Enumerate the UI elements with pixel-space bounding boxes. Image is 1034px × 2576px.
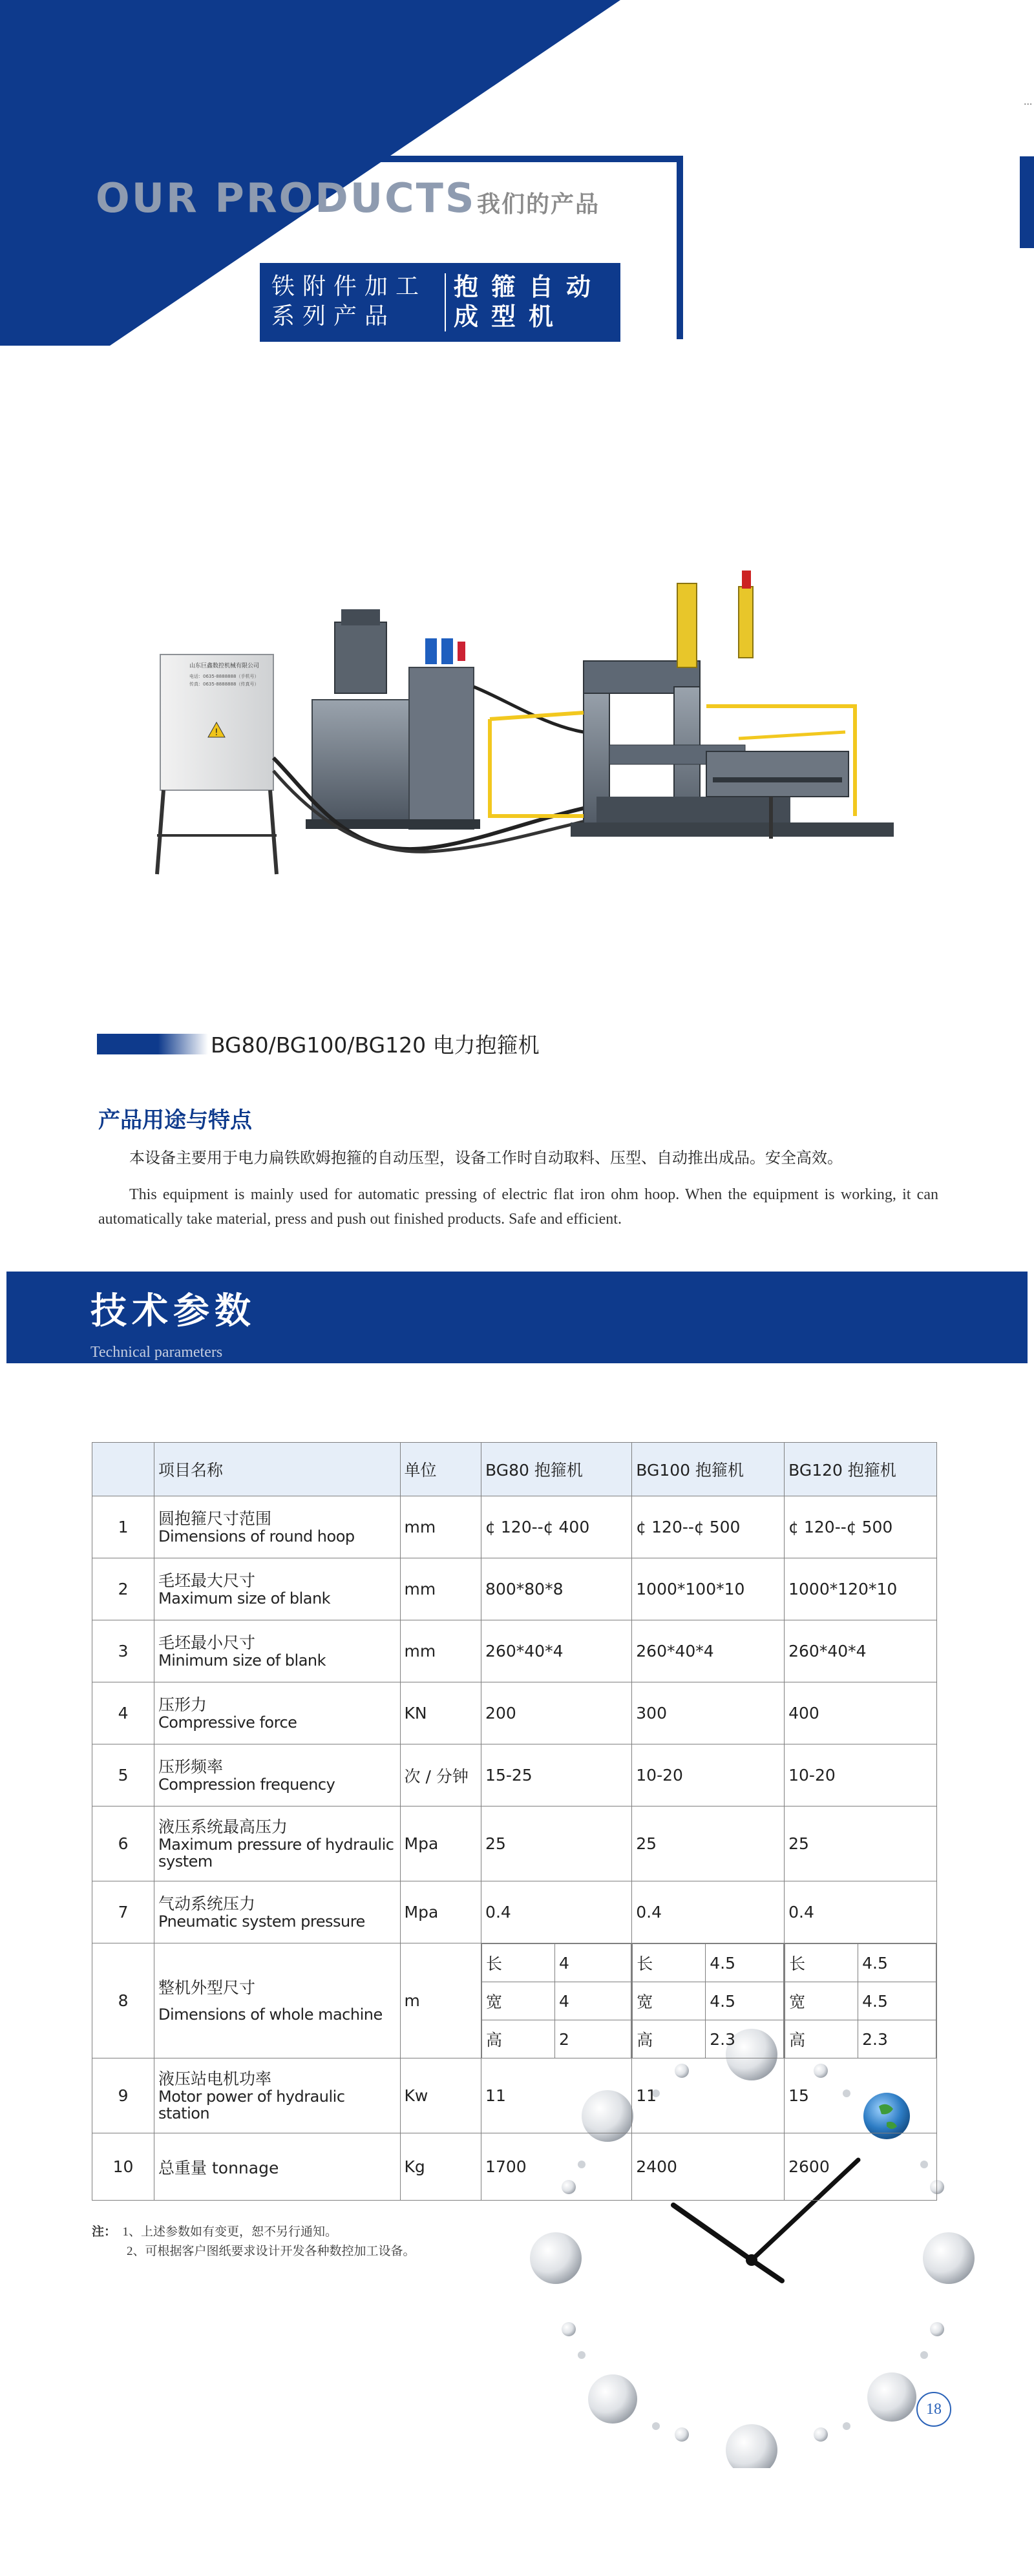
row-unit: 次 / 分钟 xyxy=(400,1744,481,1806)
hydraulic-cylinder xyxy=(677,583,697,667)
row-name: 总重量 tonnage xyxy=(154,2133,400,2201)
value-bg120: 2600 xyxy=(785,2133,937,2201)
value-bg120: 10-20 xyxy=(785,1744,937,1806)
row-number: 4 xyxy=(92,1682,154,1744)
value-bg120: 1000*120*10 xyxy=(785,1558,937,1620)
row-name-en: Motor power of hydraulic station xyxy=(158,2087,345,2122)
row-name xyxy=(154,2058,400,2133)
usage-description-en: This equipment is mainly used for automatic pressing of electric flat iron ohm hoop. When the equipment is working, it can automatically take material, press and push out finished products. Safe and efficient. xyxy=(98,1186,938,1228)
col-bg80: BG80 抱箍机 xyxy=(481,1443,632,1496)
row-name-en: Minimum size of blank xyxy=(158,1651,326,1670)
dim-key: 长 xyxy=(633,1944,706,1982)
table-row xyxy=(92,1744,937,1806)
value-bg100: 0.4 xyxy=(632,1881,785,1943)
row-name-en: Pneumatic system pressure xyxy=(158,1912,365,1931)
feed-table xyxy=(706,751,849,797)
row-unit: Mpa xyxy=(400,1806,481,1881)
usage-description-cn: 本设备主要用于电力扁铁欧姆抱箍的自动压型，设备工作时自动取料、压型、自动推出成品。安全高效。 xyxy=(129,1149,843,1167)
row-unit: Kg xyxy=(400,2133,481,2201)
row-unit: m xyxy=(400,1943,481,2058)
value-bg120: 260*40*4 xyxy=(785,1620,937,1682)
dim-value: 4.5 xyxy=(706,1982,784,2020)
value-bg120: 15 xyxy=(785,2058,937,2133)
table-row xyxy=(92,1881,937,1943)
row-number: 7 xyxy=(92,1881,154,1943)
svg-text:!: ! xyxy=(215,728,218,738)
row-name-en: Maximum pressure of hydraulic system xyxy=(158,1835,394,1870)
dim-value: 2 xyxy=(555,2020,631,2058)
table-row xyxy=(92,1558,937,1620)
row-name-cn: 气动系统压力 xyxy=(158,1894,256,1913)
value-bg80: 25 xyxy=(481,1806,632,1881)
row-name-en: Compressive force xyxy=(158,1713,297,1732)
row-name xyxy=(154,1558,400,1620)
value-bg120: 25 xyxy=(785,1806,937,1881)
value-bg100: 11 xyxy=(632,2058,785,2133)
value-bg80: 11 xyxy=(481,2058,632,2133)
row-name-en: Maximum size of blank xyxy=(158,1589,331,1607)
row-unit: Mpa xyxy=(400,1881,481,1943)
col-bg120: BG120 抱箍机 xyxy=(785,1443,937,1496)
hoop-machine-illustration xyxy=(92,454,934,926)
row-unit: mm xyxy=(400,1496,481,1558)
row-number: 1 xyxy=(92,1496,154,1558)
value-bg120: ¢ 120--¢ 500 xyxy=(785,1496,937,1558)
dim-key: 高 xyxy=(482,2020,555,2058)
dims-bg100 xyxy=(632,1943,785,2058)
series-label-box xyxy=(260,263,620,342)
value-bg80: 15-25 xyxy=(481,1744,632,1806)
dims-bg120 xyxy=(785,1943,937,2058)
tech-heading-en: Technical parameters xyxy=(90,1344,223,1361)
row-number: 8 xyxy=(92,1943,154,2058)
row-name-cn: 整机外型尺寸 xyxy=(158,1978,256,1997)
row-number: 5 xyxy=(92,1744,154,1806)
series-left-line1: 铁附件加工 xyxy=(271,273,427,300)
page-number: 18 xyxy=(916,2392,951,2427)
row-name-cn: 液压站电机功率 xyxy=(158,2069,272,2088)
dim-key: 高 xyxy=(785,2020,858,2058)
notes-label: 注： xyxy=(92,2225,117,2239)
row-name-cn: 圆抱箍尺寸范围 xyxy=(158,1509,272,1528)
dim-key: 长 xyxy=(785,1944,858,1982)
value-bg80: 0.4 xyxy=(481,1881,632,1943)
value-bg80: 200 xyxy=(481,1682,632,1744)
dim-value: 4.5 xyxy=(858,1944,936,1982)
dim-value: 4 xyxy=(555,1982,631,2020)
col-bg100: BG100 抱箍机 xyxy=(632,1443,785,1496)
row-name xyxy=(154,1496,400,1558)
value-bg100: 1000*100*10 xyxy=(632,1558,785,1620)
value-bg80: 260*40*4 xyxy=(481,1620,632,1682)
motor xyxy=(335,622,386,693)
row-number: 6 xyxy=(92,1806,154,1881)
row-number: 2 xyxy=(92,1558,154,1620)
spec-table xyxy=(92,1442,937,2201)
dim-key: 长 xyxy=(482,1944,555,1982)
our-products-cn: 我们的产品 xyxy=(477,191,600,218)
model-title-bar xyxy=(97,1034,208,1054)
row-name xyxy=(154,1682,400,1744)
row-unit: KN xyxy=(400,1682,481,1744)
tech-heading-cn: 技术参数 xyxy=(90,1290,256,1332)
dim-key: 宽 xyxy=(482,1982,555,2020)
row-name-cn: 压形频率 xyxy=(158,1757,224,1776)
row-name xyxy=(154,1881,400,1943)
row-name-en: Dimensions of whole machine xyxy=(158,2005,383,2024)
model-title: BG80/BG100/BG120 电力抱箍机 xyxy=(211,1032,540,1058)
row-name xyxy=(154,1744,400,1806)
notes-line2: 2、可根据客户图纸要求设计开发各种数控加工设备。 xyxy=(127,2245,416,2258)
svg-text:电话：0635-8888888（手机号）: 电话：0635-8888888（手机号） xyxy=(189,674,259,679)
row-name-cn: 液压系统最高压力 xyxy=(158,1817,288,1836)
row-name xyxy=(154,1620,400,1682)
row-unit: mm xyxy=(400,1558,481,1620)
value-bg100: 300 xyxy=(632,1682,785,1744)
value-bg120: 400 xyxy=(785,1682,937,1744)
value-bg80: 800*80*8 xyxy=(481,1558,632,1620)
table-row xyxy=(92,1620,937,1682)
value-bg100: 2400 xyxy=(632,2133,785,2201)
dim-value: 4.5 xyxy=(858,1982,936,2020)
notes-line1: 1、上述参数如有变更，恕不另行通知。 xyxy=(122,2225,338,2239)
usage-heading: 产品用途与特点 xyxy=(98,1107,252,1133)
row-name-en: Compression frequency xyxy=(158,1775,335,1794)
value-bg100: 260*40*4 xyxy=(632,1620,785,1682)
row-name-en: Dimensions of round hoop xyxy=(158,1527,355,1545)
row-number: 9 xyxy=(92,2058,154,2133)
row-unit: Kw xyxy=(400,2058,481,2133)
dim-value: 4.5 xyxy=(706,1944,784,1982)
notes xyxy=(92,2223,416,2261)
table-row xyxy=(92,1943,937,2058)
svg-text:传真：0635-8888888（传真号）: 传真：0635-8888888（传真号） xyxy=(189,682,259,687)
series-left xyxy=(271,272,438,331)
series-divider xyxy=(445,273,446,331)
svg-text:山东巨鑫数控机械有限公司: 山东巨鑫数控机械有限公司 xyxy=(189,663,260,669)
table-row xyxy=(92,2133,937,2201)
value-bg100: 10-20 xyxy=(632,1744,785,1806)
row-number: 3 xyxy=(92,1620,154,1682)
table-row xyxy=(92,1682,937,1744)
product-photo xyxy=(92,454,934,926)
value-bg100: 25 xyxy=(632,1806,785,1881)
dim-value: 2.3 xyxy=(706,2020,784,2058)
table-header-row xyxy=(92,1443,937,1496)
row-name xyxy=(154,1943,400,2058)
row-name-cn: 毛坯最小尺寸 xyxy=(158,1633,256,1652)
row-name xyxy=(154,1806,400,1881)
col-unit: 单位 xyxy=(400,1443,481,1496)
col-no xyxy=(92,1443,154,1496)
row-name-cn: 压形力 xyxy=(158,1695,207,1714)
row-name-cn: 毛坯最大尺寸 xyxy=(158,1571,256,1590)
dim-value: 2.3 xyxy=(858,2020,936,2058)
row-number: 10 xyxy=(92,2133,154,2201)
series-right-line1: 抱箍自动 xyxy=(454,273,604,301)
dim-key: 宽 xyxy=(785,1982,858,2020)
value-bg80: 1700 xyxy=(481,2133,632,2201)
dims-bg80 xyxy=(481,1943,632,2058)
table-row xyxy=(92,1496,937,1558)
value-bg100: ¢ 120--¢ 500 xyxy=(632,1496,785,1558)
series-right-line2: 成型机 xyxy=(454,302,567,331)
table-row xyxy=(92,2058,937,2133)
corner-dots: ... xyxy=(1024,97,1033,107)
value-bg120: 0.4 xyxy=(785,1881,937,1943)
table-row xyxy=(92,1806,937,1881)
series-left-line2: 系列产品 xyxy=(271,303,396,330)
dim-value: 4 xyxy=(555,1944,631,1982)
value-bg80: ¢ 120--¢ 400 xyxy=(481,1496,632,1558)
row-unit: mm xyxy=(400,1620,481,1682)
col-item: 项目名称 xyxy=(154,1443,400,1496)
side-accent-bar xyxy=(1020,156,1034,248)
our-products-title: OUR PRODUCTS xyxy=(96,174,476,222)
dim-key: 宽 xyxy=(633,1982,706,2020)
dim-key: 高 xyxy=(633,2020,706,2058)
series-right xyxy=(454,272,612,331)
